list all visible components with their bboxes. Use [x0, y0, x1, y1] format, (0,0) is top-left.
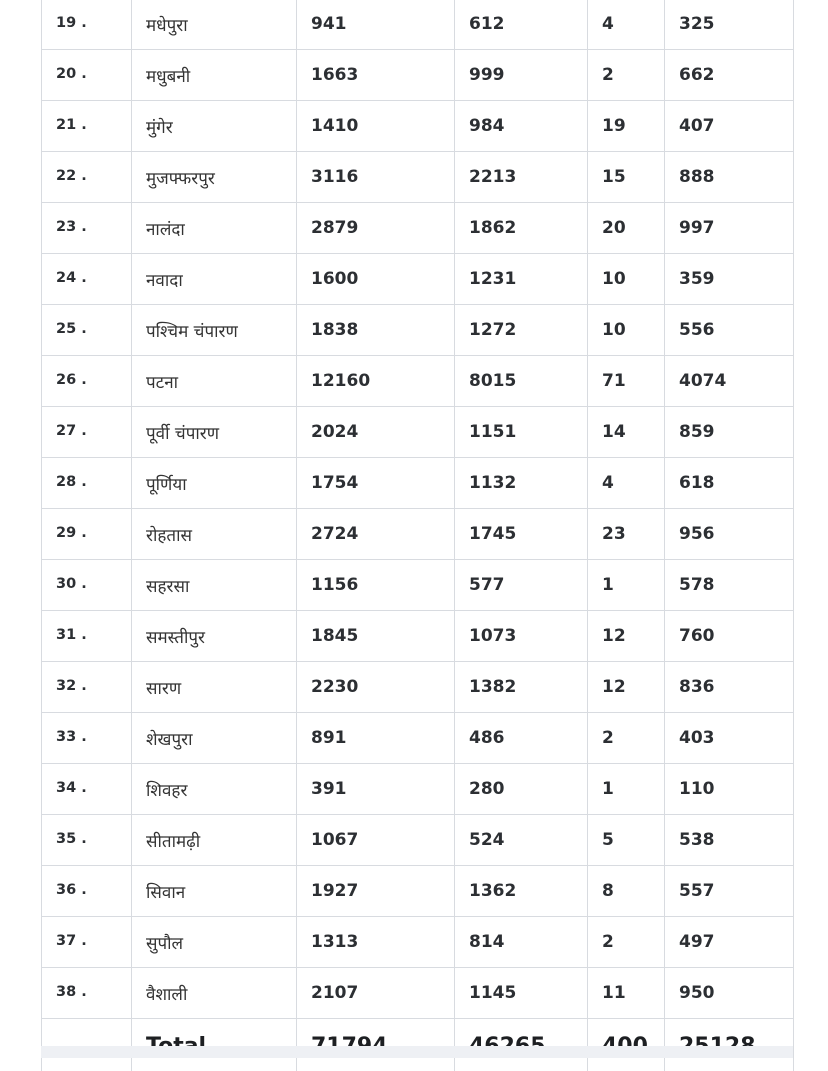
value-col-2: 1862 [455, 203, 588, 254]
table-row [42, 305, 794, 356]
district-name: मधुबनी [132, 50, 297, 101]
value-col-1: 1600 [297, 254, 455, 305]
value-col-3: 8 [588, 866, 665, 917]
serial-number: 31 . [42, 611, 132, 662]
district-name: मधेपुरा [132, 0, 297, 50]
value-col-3: 10 [588, 254, 665, 305]
value-col-2: 1145 [455, 968, 588, 1019]
table-row [42, 764, 794, 815]
total-col-4 [665, 1019, 794, 1071]
value-col-1: 1838 [297, 305, 455, 356]
district-name: सीतामढ़ी [132, 815, 297, 866]
district-name: सुपौल [132, 917, 297, 968]
table-row [42, 203, 794, 254]
serial-number: 19 . [42, 0, 132, 50]
table-row [42, 509, 794, 560]
table-row [42, 560, 794, 611]
value-col-4: 4074 [665, 356, 794, 407]
serial-number: 35 . [42, 815, 132, 866]
value-col-2: 1382 [455, 662, 588, 713]
value-col-1: 2230 [297, 662, 455, 713]
value-col-1: 1845 [297, 611, 455, 662]
value-col-2: 1231 [455, 254, 588, 305]
value-col-4: 662 [665, 50, 794, 101]
district-name: पटना [132, 356, 297, 407]
district-name: सारण [132, 662, 297, 713]
value-col-3: 15 [588, 152, 665, 203]
value-col-1: 2024 [297, 407, 455, 458]
value-col-4: 538 [665, 815, 794, 866]
serial-number: 30 . [42, 560, 132, 611]
value-col-1: 891 [297, 713, 455, 764]
value-col-4: 359 [665, 254, 794, 305]
value-col-4: 950 [665, 968, 794, 1019]
district-stats-table [41, 0, 794, 1071]
district-name: नालंदा [132, 203, 297, 254]
table-row [42, 407, 794, 458]
table-row [42, 101, 794, 152]
table-row [42, 458, 794, 509]
value-col-4: 997 [665, 203, 794, 254]
total-serial-empty [42, 1019, 132, 1071]
district-name: पूर्वी चंपारण [132, 407, 297, 458]
value-col-2: 999 [455, 50, 588, 101]
district-name: शेखपुरा [132, 713, 297, 764]
district-name: मुजफ्फरपुर [132, 152, 297, 203]
value-col-1: 12160 [297, 356, 455, 407]
serial-number: 29 . [42, 509, 132, 560]
total-col-3 [588, 1019, 665, 1071]
value-col-4: 859 [665, 407, 794, 458]
value-col-2: 2213 [455, 152, 588, 203]
value-col-4: 325 [665, 0, 794, 50]
district-name: सिवान [132, 866, 297, 917]
value-col-3: 12 [588, 611, 665, 662]
total-label [132, 1019, 297, 1071]
value-col-2: 1132 [455, 458, 588, 509]
serial-number: 22 . [42, 152, 132, 203]
value-col-1: 1067 [297, 815, 455, 866]
value-col-1: 1754 [297, 458, 455, 509]
value-col-4: 888 [665, 152, 794, 203]
serial-number: 28 . [42, 458, 132, 509]
serial-number: 27 . [42, 407, 132, 458]
value-col-1: 2879 [297, 203, 455, 254]
table-row [42, 50, 794, 101]
value-col-1: 1927 [297, 866, 455, 917]
value-col-2: 612 [455, 0, 588, 50]
value-col-3: 1 [588, 764, 665, 815]
value-col-2: 1362 [455, 866, 588, 917]
value-col-3: 11 [588, 968, 665, 1019]
table-row [42, 0, 794, 50]
serial-number: 25 . [42, 305, 132, 356]
district-name: वैशाली [132, 968, 297, 1019]
value-col-2: 280 [455, 764, 588, 815]
table-row [42, 254, 794, 305]
value-col-3: 5 [588, 815, 665, 866]
value-col-3: 14 [588, 407, 665, 458]
total-col-1 [297, 1019, 455, 1071]
table-row [42, 968, 794, 1019]
table-row [42, 662, 794, 713]
value-col-1: 391 [297, 764, 455, 815]
value-col-3: 23 [588, 509, 665, 560]
district-name: पूर्णिया [132, 458, 297, 509]
serial-number: 32 . [42, 662, 132, 713]
table-body [42, 0, 794, 1071]
value-col-2: 524 [455, 815, 588, 866]
value-col-2: 486 [455, 713, 588, 764]
table-row [42, 152, 794, 203]
value-col-1: 1313 [297, 917, 455, 968]
value-col-4: 618 [665, 458, 794, 509]
serial-number: 23 . [42, 203, 132, 254]
table-row [42, 611, 794, 662]
value-col-1: 2724 [297, 509, 455, 560]
value-col-3: 4 [588, 458, 665, 509]
value-col-3: 2 [588, 917, 665, 968]
serial-number: 21 . [42, 101, 132, 152]
total-col-2 [455, 1019, 588, 1071]
value-col-1: 941 [297, 0, 455, 50]
serial-number: 37 . [42, 917, 132, 968]
district-name: नवादा [132, 254, 297, 305]
value-col-4: 110 [665, 764, 794, 815]
value-col-4: 403 [665, 713, 794, 764]
value-col-4: 956 [665, 509, 794, 560]
serial-number: 38 . [42, 968, 132, 1019]
serial-number: 26 . [42, 356, 132, 407]
serial-number: 36 . [42, 866, 132, 917]
table-row [42, 713, 794, 764]
serial-number: 34 . [42, 764, 132, 815]
value-col-4: 557 [665, 866, 794, 917]
value-col-3: 1 [588, 560, 665, 611]
value-col-4: 407 [665, 101, 794, 152]
value-col-3: 71 [588, 356, 665, 407]
table-row [42, 356, 794, 407]
value-col-3: 12 [588, 662, 665, 713]
value-col-1: 1156 [297, 560, 455, 611]
page-footer-band [41, 1046, 793, 1058]
district-name: पश्चिम चंपारण [132, 305, 297, 356]
value-col-2: 8015 [455, 356, 588, 407]
value-col-2: 1745 [455, 509, 588, 560]
value-col-1: 1410 [297, 101, 455, 152]
serial-number: 20 . [42, 50, 132, 101]
value-col-2: 1073 [455, 611, 588, 662]
value-col-2: 1272 [455, 305, 588, 356]
value-col-4: 578 [665, 560, 794, 611]
serial-number: 33 . [42, 713, 132, 764]
value-col-2: 984 [455, 101, 588, 152]
district-name: मुंगेर [132, 101, 297, 152]
value-col-4: 556 [665, 305, 794, 356]
district-name: समस्तीपुर [132, 611, 297, 662]
district-name: सहरसा [132, 560, 297, 611]
value-col-3: 10 [588, 305, 665, 356]
value-col-2: 577 [455, 560, 588, 611]
table-row [42, 917, 794, 968]
value-col-3: 20 [588, 203, 665, 254]
total-row [42, 1019, 794, 1071]
value-col-2: 814 [455, 917, 588, 968]
district-name: रोहतास [132, 509, 297, 560]
value-col-4: 836 [665, 662, 794, 713]
table-row [42, 815, 794, 866]
value-col-1: 1663 [297, 50, 455, 101]
table-row [42, 866, 794, 917]
value-col-1: 2107 [297, 968, 455, 1019]
value-col-2: 1151 [455, 407, 588, 458]
value-col-4: 760 [665, 611, 794, 662]
serial-number: 24 . [42, 254, 132, 305]
value-col-4: 497 [665, 917, 794, 968]
district-name: शिवहर [132, 764, 297, 815]
value-col-3: 19 [588, 101, 665, 152]
value-col-3: 2 [588, 713, 665, 764]
value-col-3: 4 [588, 0, 665, 50]
value-col-3: 2 [588, 50, 665, 101]
value-col-1: 3116 [297, 152, 455, 203]
